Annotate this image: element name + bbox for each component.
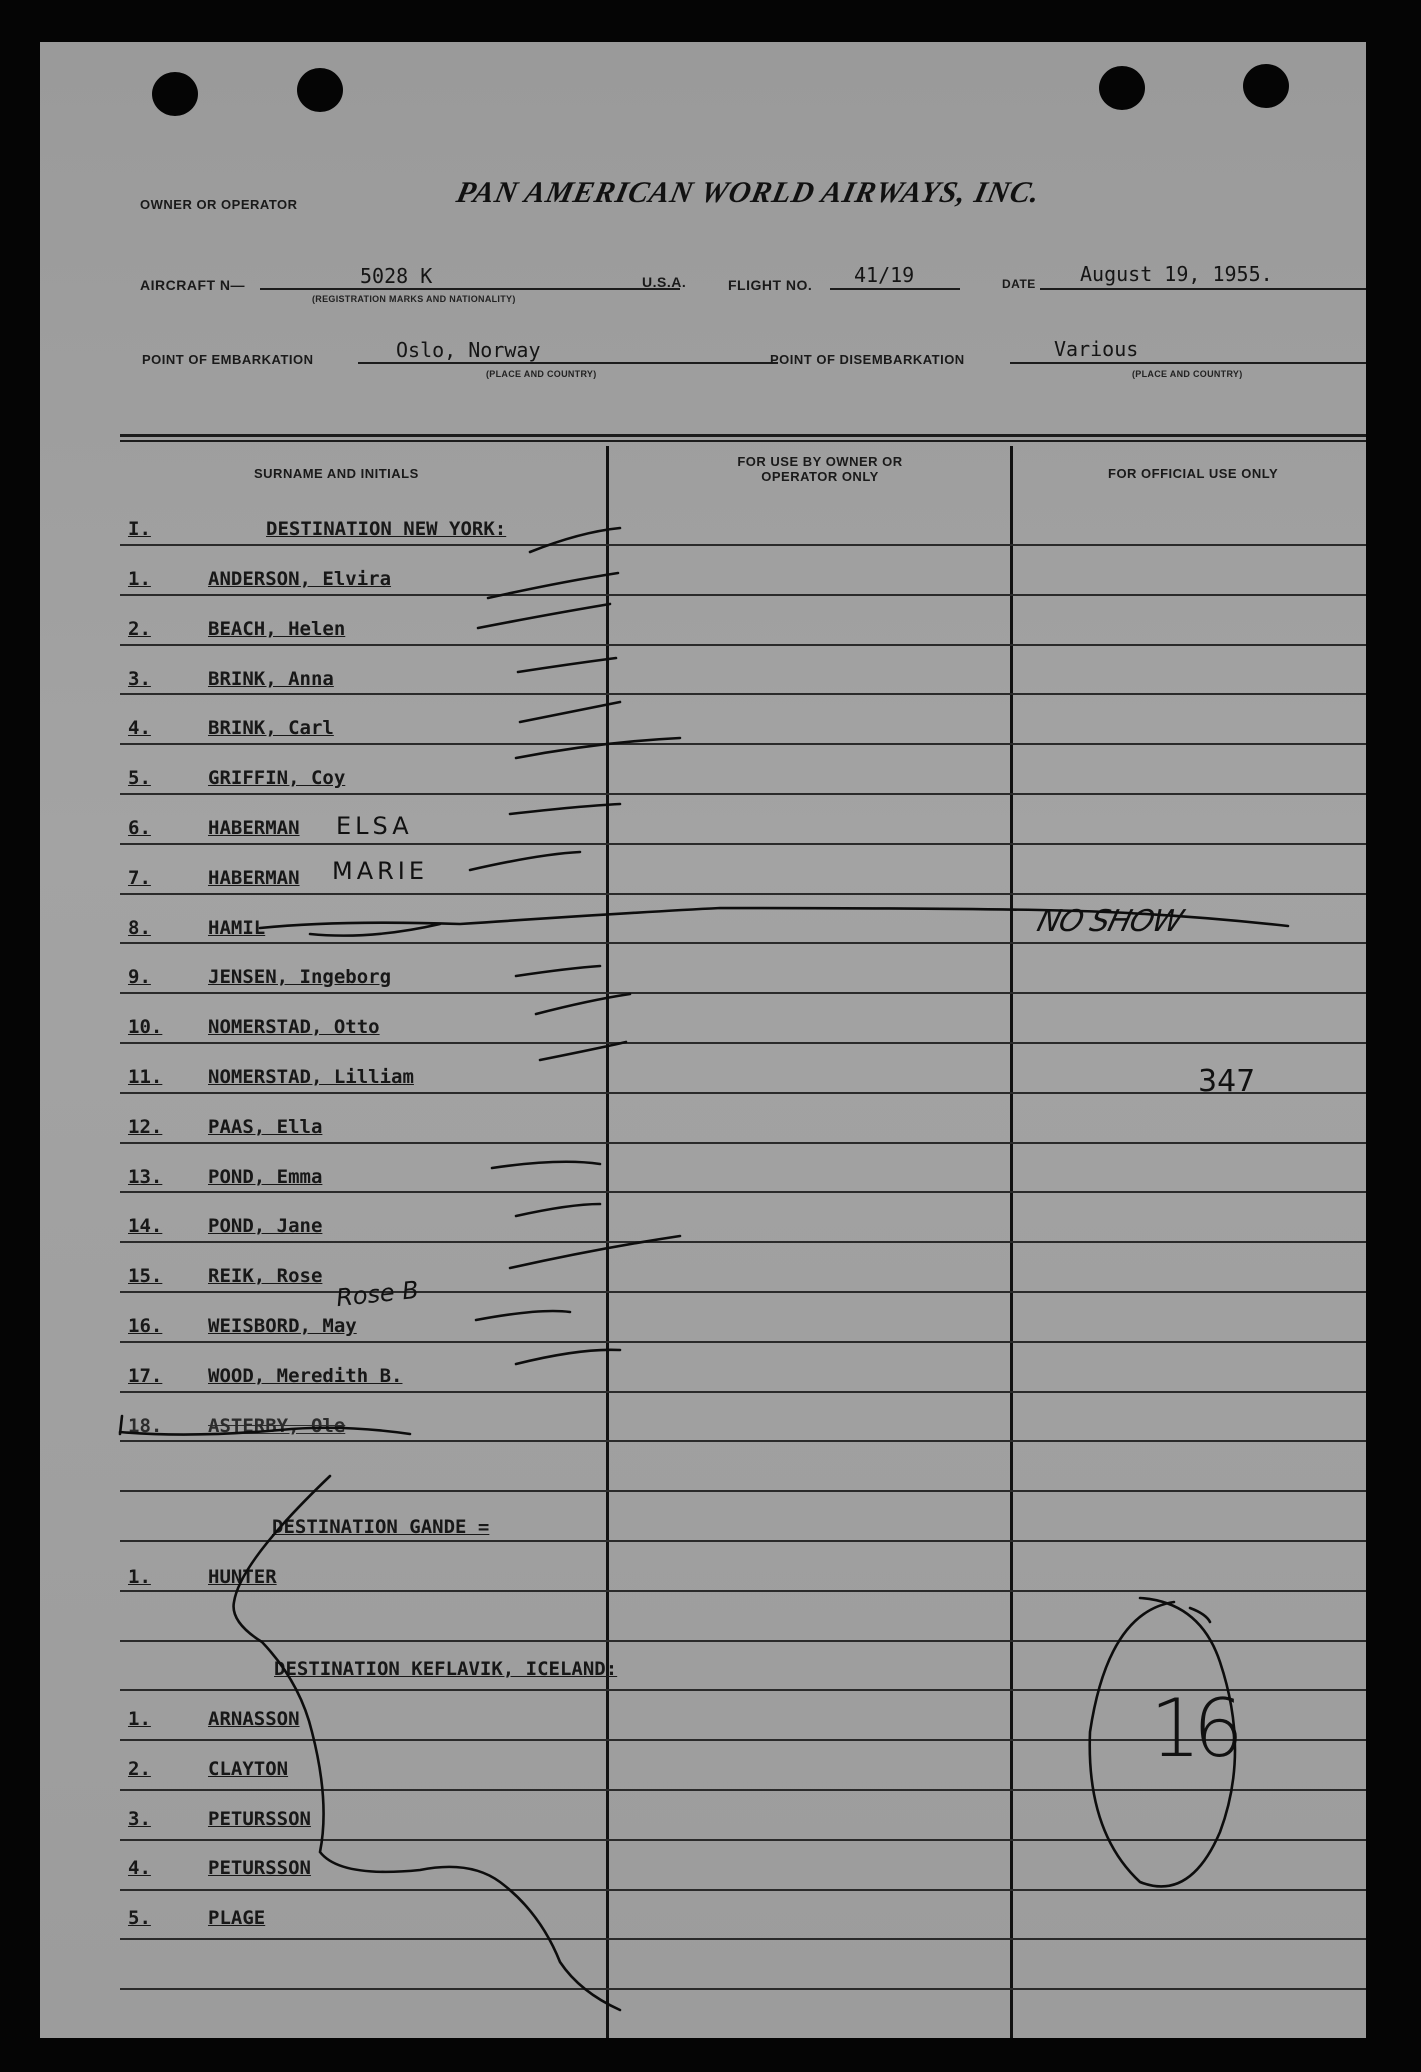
flight-value: 41/19: [854, 263, 915, 287]
column-header-names: SURNAME AND INITIALS: [254, 466, 419, 481]
list-item: 13. POND, Emma: [128, 1166, 323, 1188]
list-item: 5. GRIFFIN, Coy: [128, 767, 346, 789]
list-item: 3. BRINK, Anna: [128, 668, 334, 690]
pen-marks: [40, 42, 1366, 2038]
list-item: 11. NOMERSTAD, Lilliam: [128, 1066, 414, 1088]
column-header-owner: FOR USE BY OWNER OR OPERATOR ONLY: [737, 454, 903, 484]
list-item: 12. PAAS, Ella: [128, 1116, 323, 1138]
column-header-official: FOR OFFICIAL USE ONLY: [1108, 466, 1279, 481]
list-item: 17. WOOD, Meredith B.: [128, 1365, 403, 1387]
disembark-caption: (PLACE AND COUNTRY): [1132, 369, 1243, 379]
official-number: 347: [1198, 1064, 1256, 1099]
list-item: 1. HUNTER: [128, 1566, 277, 1588]
list-item: 10. NOMERSTAD, Otto: [128, 1016, 380, 1038]
list-item: 15. REIK, Rose: [128, 1265, 323, 1287]
date-value: August 19, 1955.: [1080, 262, 1273, 286]
embark-value: Oslo, Norway: [396, 338, 541, 362]
date-label: DATE: [1002, 277, 1036, 291]
company-name: PAN AMERICAN WORLD AIRWAYS, INC.: [453, 176, 1044, 209]
list-item: 6. HABERMAN: [128, 817, 300, 839]
list-item: 9. JENSEN, Ingeborg: [128, 966, 392, 988]
list-item: 1. ANDERSON, Elvira: [128, 568, 392, 590]
list-item: 8. HAMIL: [128, 917, 266, 939]
list-item: 5. PLAGE: [128, 1907, 266, 1929]
aircraft-value: 5028 K: [360, 264, 433, 288]
list-item: 2. CLAYTON: [128, 1758, 289, 1780]
handwritten-name: ELSA: [336, 812, 413, 840]
section-title-keflavik: DESTINATION KEFLAVIK, ICELAND:: [274, 1658, 618, 1680]
list-item: 4. PETURSSON: [128, 1857, 311, 1879]
usa-label: U.S.A.: [642, 274, 687, 290]
disembark-label: POINT OF DISEMBARKATION: [770, 352, 965, 367]
section-title-new-york: DESTINATION NEW YORK:: [266, 518, 507, 540]
no-show-note: NO SHOW: [1033, 904, 1186, 939]
manifest-sheet: [40, 42, 1366, 2038]
list-item: 14. POND, Jane: [128, 1215, 323, 1237]
aircraft-label: AIRCRAFT N—: [140, 277, 246, 293]
registration-caption: (REGISTRATION MARKS AND NATIONALITY): [312, 294, 516, 304]
list-item: 3. PETURSSON: [128, 1808, 311, 1830]
embark-label: POINT OF EMBARKATION: [142, 352, 314, 367]
handwritten-name: MARIE: [332, 857, 429, 885]
list-item: 2. BEACH, Helen: [128, 618, 346, 640]
list-item: 16. WEISBORD, May: [128, 1315, 357, 1337]
embark-caption: (PLACE AND COUNTRY): [486, 369, 597, 379]
section-index: I.: [128, 518, 151, 540]
list-item: 1. ARNASSON: [128, 1708, 300, 1730]
list-item: 18. ASTERBY, Ole: [128, 1415, 346, 1437]
circled-total: 16: [1150, 1682, 1236, 1775]
owner-label: OWNER OR OPERATOR: [140, 197, 298, 212]
list-item: 4. BRINK, Carl: [128, 717, 334, 739]
handwritten-name: Rose B: [334, 1275, 420, 1313]
disembark-value: Various: [1054, 337, 1139, 361]
flight-label: FLIGHT NO.: [728, 277, 813, 293]
section-title-gander: DESTINATION GANDE =: [272, 1516, 490, 1538]
list-item: 7. HABERMAN: [128, 867, 300, 889]
